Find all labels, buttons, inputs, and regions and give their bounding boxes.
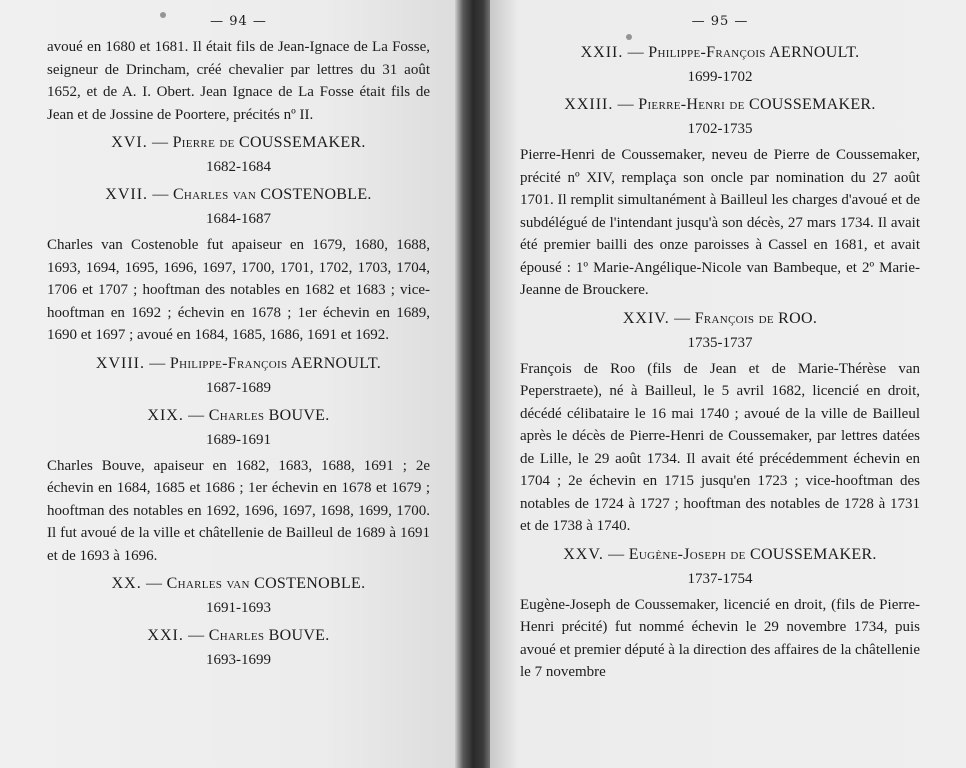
ink-speck: [160, 12, 166, 18]
entry-numeral: XXIII.: [564, 96, 614, 113]
entry-dash: —: [141, 575, 167, 592]
entry-numeral: XXII.: [580, 44, 624, 61]
entry-dates: 1682-1684: [206, 159, 271, 175]
entry-period: .: [367, 186, 372, 203]
entry-surname: COUSSEMAKER: [238, 134, 362, 151]
entry-dates: 1735-1737: [687, 334, 753, 351]
entry-numeral: XXIV.: [622, 309, 670, 327]
entry-surname: COUSSEMAKER: [749, 545, 873, 563]
entry-numeral: XXV.: [563, 545, 604, 563]
entry-dates: 1702-1735: [687, 121, 753, 137]
entry-dates: 1687-1689: [206, 379, 271, 396]
entry-dates: 1699-1702: [687, 69, 753, 85]
entry-period: .: [855, 44, 860, 61]
entry-heading: [47, 573, 430, 595]
entry-name: Eugène-Joseph de: [628, 545, 746, 563]
entry-heading: [47, 405, 430, 427]
entry-period: .: [361, 575, 366, 592]
entry-dates: 1684-1687: [206, 211, 271, 227]
page-number: — 94 —: [210, 14, 267, 29]
left-column: [47, 0, 430, 675]
entry-text: Charles Bouve, apaiseur en 1682, 1683, 1688, 1691 ; 2e échevin en 1684, 1685 et 1686 ; 1er échevin en 1678 et 1679 ; hooftman des notables en 1692, 1696, 1697, 1698, 1699, 1700. Il fut avoué de la ville et châtellenie de Bailleul de 1689 à 1691 et de 1693 à 1696.: [47, 457, 430, 564]
entry-heading: [47, 625, 430, 647]
entry-name: Philippe-François: [169, 354, 288, 372]
entry-heading: [47, 184, 430, 206]
entry-dates: 1693-1699: [206, 652, 271, 668]
book-gutter: [455, 0, 495, 768]
entry-heading: [520, 308, 920, 330]
entry-period: .: [872, 545, 877, 563]
entry-numeral: XVIII.: [95, 354, 145, 372]
entry-heading: [47, 353, 430, 375]
entry-numeral: XX.: [111, 575, 142, 592]
entry-dash: —: [145, 354, 170, 372]
entry-text: Eugène-Joseph de Coussemaker, licencié en droit, (fils de Pierre-Henri précité) fut nommé échevin le 29 novembre 1734, puis avoué et premier député à la direction des affaires de la châtellenie le 7 novembre: [520, 596, 920, 680]
entry-surname: AERNOULT: [290, 354, 377, 372]
entry-period: .: [871, 96, 876, 113]
entry-dash: —: [623, 44, 649, 61]
right-column: [520, 0, 920, 684]
entry-dates: 1737-1754: [687, 570, 753, 587]
entry-text: François de Roo (fils de Jean et de Marie-Thérèse van Peperstraete), né à Bailleul, le 5 avril 1682, licencié en droit, décédé célibataire le 16 mai 1740 ; avoué de la ville de Bailleul après le décès de Pierre-Henri de Coussemaker, par lettres datées de Lille, le 29 août 1734. Il avait été précédemment échevin en 1704 ; 2e échevin en 1715 jusqu'en 1723 ; vice-hooftman des notables de 1724 à 1727 ; hooftman des notables de 1728 à 1731 et de 1738 à 1740.: [520, 360, 920, 534]
entry-list: [520, 42, 920, 684]
entry-surname: AERNOULT: [769, 44, 856, 61]
entry-heading: [520, 94, 920, 116]
entry-dash: —: [613, 96, 639, 113]
entry-numeral: XXI.: [147, 627, 184, 644]
entry-heading: [520, 42, 920, 64]
entry-period: .: [376, 354, 382, 372]
entry-numeral: XIX.: [147, 406, 184, 424]
entry-surname: COSTENOBLE: [260, 186, 368, 203]
entry-surname: COSTENOBLE: [254, 575, 362, 592]
entry-name: Charles: [208, 406, 265, 424]
entry-dash: —: [148, 186, 173, 203]
entry-list: [47, 132, 430, 671]
entry-dates: 1689-1691: [206, 431, 271, 448]
entry-surname: COUSSEMAKER: [748, 96, 872, 113]
left-page: [0, 0, 460, 768]
entry-dates: 1691-1693: [206, 600, 271, 616]
entry-name: Charles van: [166, 575, 250, 592]
entry-name: Philippe-François: [648, 44, 766, 61]
entry-name: François de: [694, 309, 774, 327]
entry-surname: BOUVE: [268, 406, 326, 424]
entry-dash: —: [669, 309, 695, 327]
right-page: [490, 0, 966, 768]
entry-name: Charles van: [172, 186, 257, 203]
entry-numeral: XVI.: [111, 134, 148, 151]
entry-period: .: [812, 309, 818, 327]
page-number: — 95 —: [691, 14, 749, 29]
entry-name: Pierre-Henri de: [638, 96, 745, 113]
entry-name: Charles: [208, 627, 265, 644]
entry-numeral: XVII.: [105, 186, 149, 203]
entry-name: Pierre de: [172, 134, 235, 151]
intro-paragraph: avoué en 1680 et 1681. Il était fils de Jean-Ignace de La Fosse, seigneur de Drincham, créé chevalier par lettres du 31 août 1652, et de A. I. Obert. Jean Ignace de La Fosse était fils de Jean et de Jossine de Poortere, précités nº II.: [47, 39, 430, 123]
entry-dash: —: [183, 406, 209, 424]
ink-speck: [626, 34, 632, 40]
entry-period: .: [325, 627, 330, 644]
entry-dash: —: [183, 627, 209, 644]
entry-text: Pierre-Henri de Coussemaker, neveu de Pierre de Coussemaker, précité nº XIV, remplaça son oncle par nomination du 27 août 1701. Il remplit simultanément à Bailleul les charges d'avoué et de subdélégué de l'intendant jusqu'à son décès, 27 mars 1734. Il avait été premier bailli des onze paroisses à Cassel en 1681, et avait épousé : 1º Marie-Angélique-Nicole van Bambeque, et 2º Marie-Jeanne de Brouckere.: [520, 147, 920, 298]
entry-period: .: [361, 134, 366, 151]
entry-dash: —: [603, 545, 629, 563]
entry-surname: ROO: [778, 309, 813, 327]
entry-surname: BOUVE: [268, 627, 326, 644]
entry-period: .: [325, 406, 330, 424]
entry-heading: [47, 132, 430, 154]
entry-heading: [520, 544, 920, 566]
entry-dash: —: [147, 134, 173, 151]
entry-text: Charles van Costenoble fut apaiseur en 1679, 1680, 1688, 1693, 1694, 1695, 1696, 1697, 1700, 1701, 1702, 1703, 1704, 1706 et 1707 ; hooftman des notables en 1682 et 1683 ; vice-hooftman en 1692 ; échevin en 1678 ; 1er échevin en 1689, 1690 et 1697 ; avoué en 1684, 1685, 1686, 1691 et 1692.: [47, 237, 430, 343]
